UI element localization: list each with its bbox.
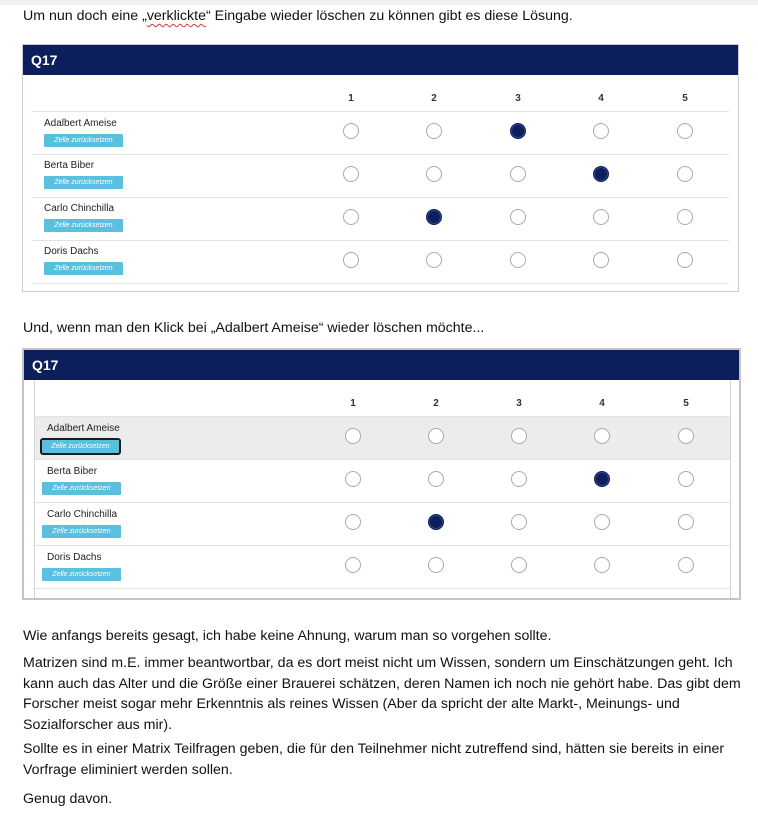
radio-option-1[interactable] — [343, 252, 359, 268]
radio-option-3[interactable] — [510, 166, 526, 182]
radio-option-2[interactable] — [426, 123, 442, 139]
radio-option-4[interactable] — [593, 123, 609, 139]
row-label: Doris Dachs — [47, 552, 102, 563]
matrix-row-adalbert-hover — [35, 417, 730, 459]
radio-option-3[interactable] — [511, 428, 527, 444]
row-divider — [32, 283, 729, 284]
radio-option-1[interactable] — [345, 557, 361, 573]
reset-row-button[interactable]: Zelle zurücksetzen — [42, 482, 121, 495]
paragraph-4: Genug davon. — [23, 791, 113, 807]
radio-option-1[interactable] — [345, 428, 361, 444]
column-header-2: 2 — [431, 93, 437, 104]
radio-option-2[interactable] — [428, 557, 444, 573]
radio-option-3-selected[interactable] — [510, 123, 526, 139]
radio-option-5[interactable] — [678, 428, 694, 444]
column-header-1: 1 — [350, 398, 356, 409]
question-body — [23, 75, 738, 291]
reset-row-button-focused[interactable]: Zelle zurücksetzen — [42, 440, 119, 453]
matrix-grid — [34, 380, 731, 598]
middle-paragraph: Und, wenn man den Klick bei „Adalbert Ameise“ wieder löschen möchte... — [23, 320, 485, 336]
radio-option-2-selected[interactable] — [428, 514, 444, 530]
radio-option-1[interactable] — [345, 514, 361, 530]
radio-option-2[interactable] — [426, 166, 442, 182]
paragraph-1: Wie anfangs bereits gesagt, ich habe keine Ahnung, warum man so vorgehen sollte. — [23, 628, 552, 644]
question-header: Q17 — [23, 45, 738, 75]
reset-row-button[interactable]: Zelle zurücksetzen — [44, 262, 123, 275]
matrix-row-adalbert — [32, 112, 729, 154]
radio-option-4[interactable] — [594, 428, 610, 444]
column-header-2: 2 — [433, 398, 439, 409]
radio-option-5[interactable] — [677, 166, 693, 182]
radio-option-4[interactable] — [594, 557, 610, 573]
radio-option-2[interactable] — [428, 428, 444, 444]
row-label: Adalbert Ameise — [44, 118, 117, 129]
radio-option-4-selected[interactable] — [593, 166, 609, 182]
intro-paragraph — [23, 6, 741, 26]
column-header-5: 5 — [683, 398, 689, 409]
radio-option-3[interactable] — [511, 514, 527, 530]
reset-row-button[interactable]: Zelle zurücksetzen — [44, 176, 123, 189]
reset-row-button[interactable]: Zelle zurücksetzen — [44, 219, 123, 232]
matrix-grid — [32, 75, 729, 291]
row-label: Carlo Chinchilla — [47, 509, 118, 520]
radio-option-4[interactable] — [593, 209, 609, 225]
radio-option-5[interactable] — [678, 514, 694, 530]
matrix-row-doris — [32, 241, 729, 283]
row-label: Doris Dachs — [44, 246, 99, 257]
reset-row-button[interactable]: Zelle zurücksetzen — [42, 525, 121, 538]
radio-option-1[interactable] — [343, 123, 359, 139]
radio-option-4-selected[interactable] — [594, 471, 610, 487]
column-header-3: 3 — [516, 398, 522, 409]
matrix-row-berta — [32, 155, 729, 197]
intro-text-end: “ Eingabe wieder löschen zu können gibt es diese Lösung. — [205, 8, 573, 24]
row-label: Berta Biber — [47, 466, 98, 477]
radio-option-2[interactable] — [428, 471, 444, 487]
radio-option-2[interactable] — [426, 252, 442, 268]
radio-option-3[interactable] — [510, 209, 526, 225]
top-band — [0, 0, 758, 5]
row-label: Berta Biber — [44, 160, 95, 171]
intro-text-start: Um nun doch eine „ — [23, 8, 147, 24]
radio-option-5[interactable] — [677, 209, 693, 225]
radio-option-4[interactable] — [594, 514, 610, 530]
matrix-row-berta — [35, 460, 730, 502]
row-label: Adalbert Ameise — [47, 423, 120, 434]
column-header-1: 1 — [348, 93, 354, 104]
radio-option-5[interactable] — [677, 123, 693, 139]
reset-row-button[interactable]: Zelle zurücksetzen — [44, 134, 123, 147]
radio-option-1[interactable] — [343, 209, 359, 225]
column-header-5: 5 — [682, 93, 688, 104]
spellcheck-word: verklickte — [146, 8, 206, 24]
column-header-4: 4 — [598, 93, 604, 104]
matrix-row-carlo — [32, 198, 729, 240]
radio-option-3[interactable] — [511, 471, 527, 487]
radio-option-5[interactable] — [678, 557, 694, 573]
matrix-panel-1 — [22, 44, 739, 292]
column-header-4: 4 — [599, 398, 605, 409]
matrix-row-doris — [35, 546, 730, 588]
radio-option-1[interactable] — [345, 471, 361, 487]
radio-option-5[interactable] — [677, 252, 693, 268]
matrix-row-carlo — [35, 503, 730, 545]
radio-option-1[interactable] — [343, 166, 359, 182]
column-header-3: 3 — [515, 93, 521, 104]
row-label: Carlo Chinchilla — [44, 203, 115, 214]
question-body — [24, 380, 739, 598]
paragraph-2: Matrizen sind m.E. immer beantwortbar, da es dort meist nicht um Wissen, sondern um Einschätzungen geht. Ich kann auch das Alter und die Größe einer Brauerei schätzen, deren Namen ich noch nie gehört habe. Das gibt dem Forscher meist sogar mehr Erkenntnis als reines Wissen (Aber da spricht der alte Markt-, Meinungs- und Sozialforscher aus mir). — [23, 655, 741, 733]
radio-option-4[interactable] — [593, 252, 609, 268]
radio-option-3[interactable] — [511, 557, 527, 573]
question-header: Q17 — [24, 350, 739, 380]
radio-option-2-selected[interactable] — [426, 209, 442, 225]
matrix-panel-2 — [22, 348, 741, 600]
paragraph-3: Sollte es in einer Matrix Teilfragen geben, die für den Teilnehmer nicht zutreffend sind, hätten sie bereits in einer Vorfrage eliminiert werden sollen. — [23, 741, 725, 778]
row-divider — [35, 588, 730, 589]
radio-option-5[interactable] — [678, 471, 694, 487]
radio-option-3[interactable] — [510, 252, 526, 268]
reset-row-button[interactable]: Zelle zurücksetzen — [42, 568, 121, 581]
